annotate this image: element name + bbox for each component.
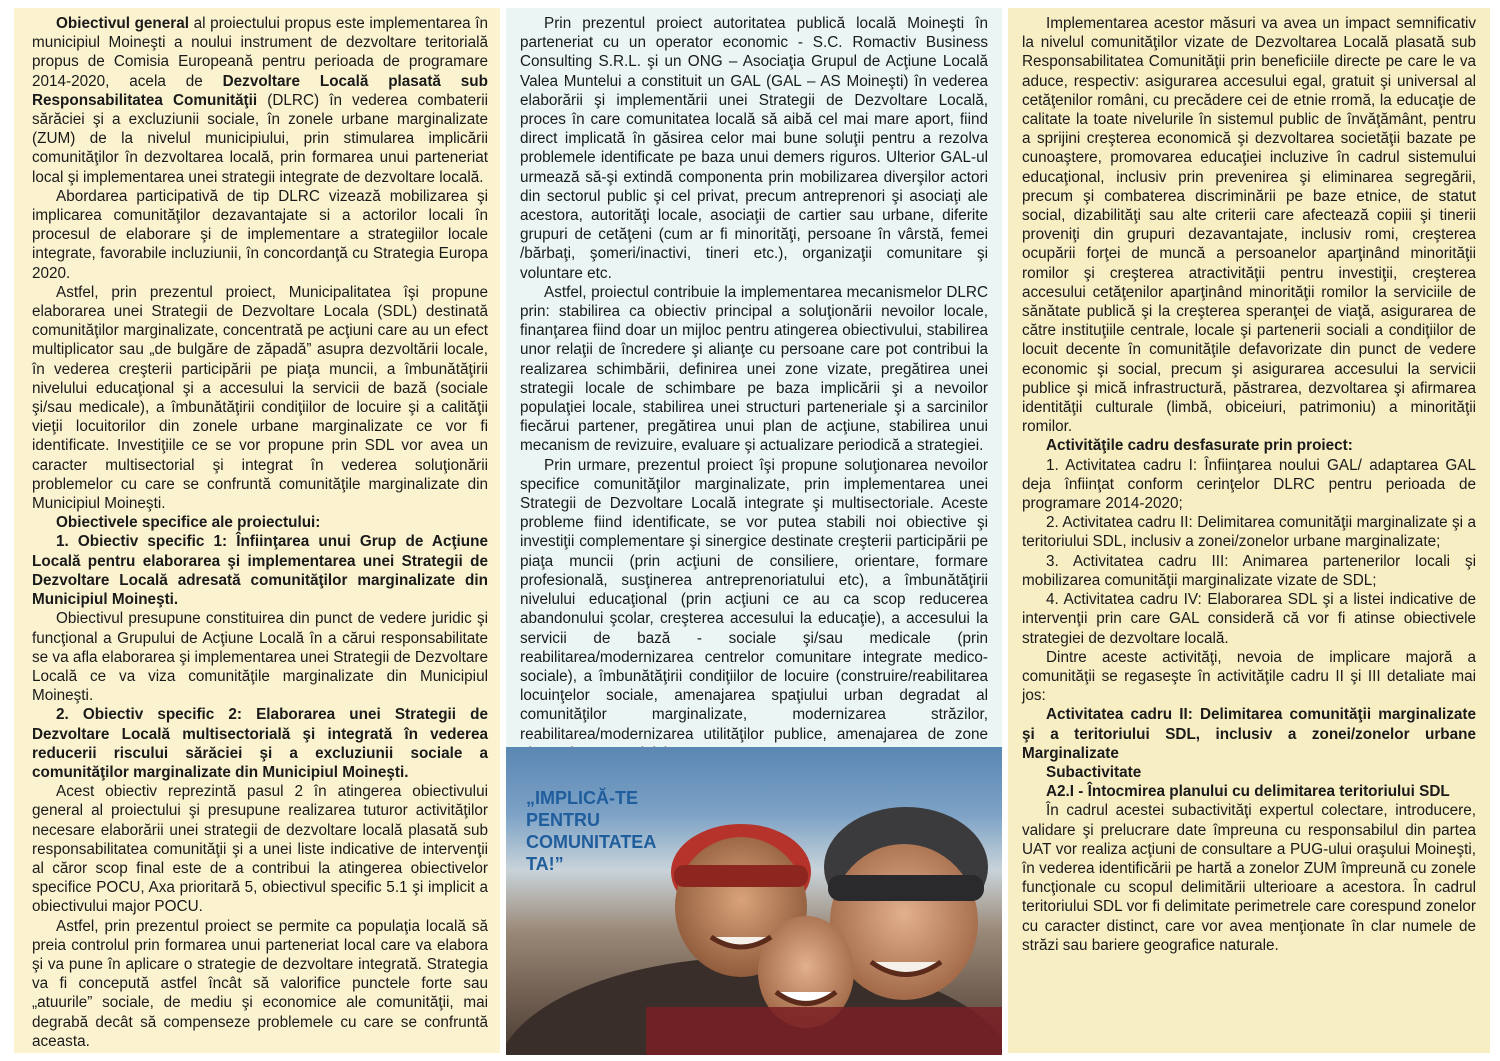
specific-objective-1: 1. Obiectiv specific 1: Înfiinţarea unui Grup de Acţiune Locală pentru elaborarea şi implementarea unei Strategii de Dezvoltare Locală adresată comunităţilor marginalizate din Municipiul Moineşti. (32, 533, 488, 609)
paragraph: Abordarea participativă de tip DLRC vizează mobilizarea şi implicarea comunităţilor dezavantajate si a actorilor locali în procesul de elaborare şi de implementare a strategiilor locale integrate, favorabile incluziunii, în concordanţă cu Strategia Europa 2020. (32, 187, 488, 282)
paragraph: Prin urmare, prezentul proiect îşi propune soluţionarea nevoilor specifice comunităţilor marginalizate, prin implementarea unei Strategii de Dezvoltare Locală integrate şi multisectoriale. Aceste probleme fiind identificate, se vor putea stabili noi obiective şi investiţii complementare şi sinergice destinate creşterii participării pe piaţa muncii (prin acţiuni de consiliere, orientare, formare profesională, susţinerea antreprenoriatului etc), a îmbunătăţirii nivelului educaţional (prin acţiuni ce au ca scop reducerea abandonului şcolar, creşterea accesului la educaţie), a accesului la servicii de bază - sociale şi/sau medicale (prin reabilitarea/modernizarea centrelor comunitare integrate medico-sociale), a îmbunătăţirii condiţiilor de locuire (construire/reabilitarea locuinţelor sociale, amenajarea spaţiului urban degradat al comunităţilor marginalizate, modernizarea străzilor, reabilitarea/modernizarea utilităţilor publice, amenajarea de zone (520, 456, 988, 743)
paragraph-general-objective (32, 14, 488, 187)
right-column (1008, 8, 1490, 1053)
activity-2-heading: Activitatea cadru II: Delimitarea comunităţii marginalizate şi a teritoriului SDL, inclusiv a zonei/zonelor urbane Marginalizate (1022, 706, 1476, 762)
paragraph: Prin prezentul proiect autoritatea publică locală Moineşti în parteneriat cu un operator economic - S.C. Romactiv Business Consulting S.R.L. şi un ONG – Asociaţia Grupul de Acţiune Locală Valea Muntelui a constituit un GAL (GAL – AS Moineşti) în vederea elaborării şi implementării unei Strategii de Dezvoltare Locală, proces în care comunitatea locală să aibă cel mai mare aport, fiind direct implicată în găsirea celor mai bune soluţii pentru a rezolva problemele identificate pe baza unui demers riguros. Ulterior GAL-ul urmează să-şi extindă componenta prin mobilizarea diverşilor actori din sectorul public şi cel privat, precum antreprenori şi asociaţi ale acestora, autorităţi locale, asociaţii de cartier sau urbane, diferite grupuri de cetăţeni (cum ar fi minorităţi, persoane în vârstă, femei /bărbaţi, şomeri/inactivi, tineri etc.), organizaţii comunitare şi voluntare etc. (520, 15, 988, 282)
paragraph: Astfel, proiectul contribuie la implementarea mecanismelor DLRC prin: stabilirea ca obiectiv principal a soluţionării nevoilor locale, finanţarea fiind doar un mijloc pentru atingerea obiectivului, stabilirea unor relaţii de încredere şi alianţe cu persoane care pot contribui la realizarea schimbării, definirea unei zone vizate, pregătirea unei strategii locale de schimbare pe baza implicării şi a nevoilor populaţiei locale, stabilirea unei structuri parteneriale şi a sarcinilor fiecărui partener, pregătirea unui plan de acţiune, stabilirea unui mecanism de revizuire, evaluare şi actualizare periodică a strategiei. (520, 283, 988, 455)
paragraph: Acest obiectiv reprezintă pasul 2 în atingerea obiectivului general al proiectului şi presupune realizarea tuturor activităţilor necesare elaborării unei strategii de dezvoltare locală plasată sub responsabilitatea comunităţii şi a unei liste indicative de intervenţii al căror scop final este de a contribui la atingerea obiectivelor specifice POCU, Axa prioritară 5, obiectivul specific 5.1 şi implicit a obiectivului major POCU. (32, 783, 488, 916)
paragraph: Astfel, prin prezentul proiect, Municipalitatea îşi propune elaborarea unei Strategii de Dezvoltare Locala (SDL) destinată comunităţilor marginalizate, concentrată pe acţiuni care au un efect multiplicator sau „de bulgăre de zăpadă” asupra dezvoltării locale, în vederea creşterii participării pe piaţa muncii, a îmbunătăţirii nivelului educaţional şi a accesului la servicii de bază (sociale şi/sau medicale), a îmbunătăţirii condiţiilor de locuire şi a calităţii vieţii locuitorilor din zonele urbane marginalizate ce vor fi identificate. Investiţiile ce se vor propune prin SDL vor avea un caracter multisectorial şi integrat în vederea soluţionării problemelor cu care se confruntă comunităţile marginalizate din Municipiul Moineşti. (32, 283, 488, 513)
paragraph-text: al proiectului propus este implementarea în municipiul Moineşti a noului instrument de dezvoltare teritorială propus de Comisia Europeană pentru perioada de programare 2014-2020, acela de (32, 15, 488, 90)
section-heading: Activităţile cadru desfasurate prin proiect: (1046, 437, 1353, 455)
activity-3: 3. Activitatea cadru III: Animarea partenerilor locali şi mobilizarea comunităţii marginalizate vizate de SDL; (1022, 552, 1476, 589)
slogan-text: „IMPLICĂ-TE PENTRU COMUNITATEA TA!” (526, 788, 656, 874)
activity-2: 2. Activitatea cadru II: Delimitarea comunităţii marginalizate şi a teritoriului SDL, inclusiv a zonei/zonelor urbane marginalizate; (1022, 514, 1476, 551)
subactivity-label: Subactivitate (1046, 763, 1142, 781)
paragraph: Obiectivul presupune constituirea din punct de vedere juridic şi funcţional a Grupului de Acţiune Locală în a cărui responsabilitate se va afla elaborarea şi implementarea unei Strategii de Dezvoltare Locală ce va viza comunităţile marginalizate din Municipiul Moineşti. (32, 610, 488, 705)
general-objective-label: Obiectivul general (56, 15, 189, 32)
paragraph: În cadrul acestei subactivităţi expertul colectare, introducere, validare şi prelucrare date împreuna cu responsabilul din partea UAT vor realiza acţiuni de consultare a PUG-ului oraşului Moineşti, în vederea identificării pe hartă a zonelor ZUM împreună cu zonele funcţionale cu scopul delimitării ulterioare a acestora. În cadrul teritoriului SDL vor fi delimitate perimetrele care corespund zonelor cu caracter distinct, care vor avea menţionate în clar numele de străzi sau bariere geografice naturale. (1022, 802, 1476, 954)
specific-objective-2: 2. Obiectiv specific 2: Elaborarea unei Strategii de Dezvoltare Locală multisectorială şi integrată în vederea reducerii riscului sărăciei şi a excluziunii sociale a comunităţilor marginalizate din Municipiul Moineşti. (32, 706, 488, 781)
dlrc-term: Dezvoltare Locală plasată sub Responsabilitatea Comunităţii (32, 72, 488, 109)
paragraph-text: (DLRC) în vederea combaterii sărăciei şi a excluziunii sociale, în zonele urbane marginalizate (ZUM) de la nivelul municipiului, prin stimularea implicării comunităţilor în dezvoltarea locală, prin formarea unui parteneriat local şi implementarea unei strategii integrate de dezvoltare locală. (32, 91, 489, 186)
activity-4: 4. Activitatea cadru IV: Elaborarea SDL şi a listei indicative de intervenţii prin care GAL consideră că vor fi atinse obiectivele strategiei de dezvoltare locală. (1022, 591, 1476, 647)
section-heading: Obiectivele specifice ale proiectului: (56, 514, 321, 532)
activity-1: 1. Activitatea cadru I: Înfiinţarea noului GAL/ adaptarea GAL deja înfiinţat conform cerinţelor DLRC pentru perioada de programare 2014-2020; (1022, 456, 1476, 513)
children-photo (506, 747, 1002, 1055)
paragraph: Implementarea acestor măsuri va avea un impact semnificativ la nivelul comunităţilor vizate de Dezvoltarea Locală plasată sub Responsabilitatea Comunităţii prin beneficiile directe pe care le va aduce, respectiv: asigurarea accesului egal, gratuit şi universal al cetăţenilor români, cu precădere cei de etnie rromă, la educaţie de calitate la toate nivelurile în sistemul public de învăţământ, pentru a sprijini creşterea economică şi dezvoltarea societăţii bazate pe cunoaştere, promovarea educaţiei incluzive în cadrul sistemului educaţional, inclusiv prin prevenirea şi eliminarea segregării, precum şi combaterea discriminării pe baze etnice, de statut social, dizabilităţi sau alte criterii care afectează copiii şi tinerii proveniţi din grupuri dezavantajate, inclusiv romi, creşterea ocupării forţei de muncă a persoanelor aparţinând minorităţii romilor şi creşterea atractivităţii pentru investiţii, creşterea accesului cetăţenilor aparţinând minorităţii romilor la serviciile de sănătate publică şi la creşterea speranţei de viaţă, asigurarea de către instituţiile centrale, locale şi partenerii sociali a condiţiilor de locuit decente în comunităţile defavorizate din punct de vedere economic şi social, precum şi asigurarea accesului la servicii publice şi mică infrastructură, păstrarea, dezvoltarea şi afirmarea identităţii culturale (limbă, obiceiuri, patrimoniu) a minorităţii romilor. (1022, 15, 1476, 436)
middle-column (506, 8, 1002, 1055)
subactivity-title: A2.I - Întocmirea planului cu delimitarea teritoriului SDL (1046, 783, 1450, 801)
paragraph: Dintre aceste activităţi, nevoia de implicare majoră a comunităţii se regaseşte în activităţile cadru II şi III detaliate mai jos: (1022, 648, 1476, 705)
left-column (14, 8, 500, 1053)
paragraph: Astfel, prin prezentul proiect se permite ca populaţia locală să preia controlul prin formarea unui parteneriat local care va elabora şi va pune în aplicare o strategie de dezvoltare integrată. Strategia va fi concepută astfel încât să valorifice punctele forte sau „atuurile” sociale, de mediu şi economice ale comunităţii, mai degrabă decât să compenseze problemele cu care se confruntă aceasta. (32, 917, 488, 1050)
